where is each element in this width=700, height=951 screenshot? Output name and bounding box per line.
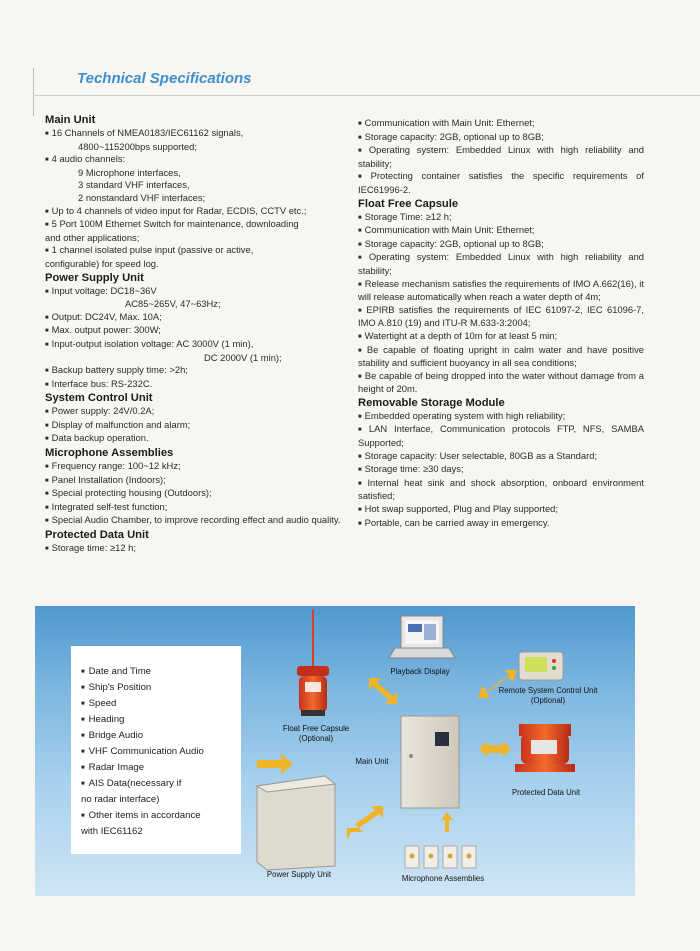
- list-item-cont: 3 standard VHF interfaces,: [78, 179, 190, 191]
- list-item-cont: 4800~115200bps supported;: [78, 140, 197, 152]
- list-item-cont: 9 Microphone interfaces,: [78, 166, 181, 178]
- input-item: ■ AIS Data(necessary if: [81, 778, 182, 789]
- microphone-assemblies-image: [405, 846, 476, 868]
- input-item: ■ Speed: [81, 698, 117, 709]
- section-heading: Float Free Capsule: [358, 197, 459, 210]
- microphone-assemblies-label: Microphone Assemblies: [401, 874, 485, 883]
- list-item: ■ 1 channel isolated pulse input (passive or active,: [45, 244, 254, 256]
- remote-control-unit-image: [519, 652, 563, 680]
- list-item: ■ Watertight at a depth of 10m for at least 5 min;: [358, 329, 558, 341]
- list-item-cont: configurable) for speed log.: [45, 257, 159, 269]
- input-item: ■ Other items in accordance: [81, 810, 201, 821]
- protected-data-unit-image: [515, 724, 575, 772]
- main-unit-image: [401, 716, 459, 808]
- list-item: ■ Storage capacity: 2GB, optional up to 8GB;: [358, 237, 544, 249]
- float-capsule-label: Float Free Capsule: [282, 724, 350, 733]
- arrow-main-playback: [369, 678, 397, 704]
- header-rule-vertical: [33, 68, 34, 116]
- list-item: ■ Storage time: ≥30 days;: [358, 463, 464, 475]
- list-item: ■ Backup battery supply time: >2h;: [45, 364, 188, 376]
- system-diagram: [35, 606, 635, 896]
- list-item: ■ 4 audio channels:: [45, 153, 126, 165]
- list-item: ■ Frequency range: 100~12 kHz;: [45, 460, 181, 472]
- list-item: ■ Storage capacity: User selectable, 80GB as a Standard;: [358, 449, 598, 461]
- header-rule: [33, 95, 700, 96]
- list-item: ■ Communication with Main Unit: Ethernet;: [358, 117, 535, 128]
- remote-control-label: Remote System Control Unit: [498, 686, 598, 695]
- input-item: ■ Radar Image: [81, 762, 145, 773]
- input-item: ■ Heading: [81, 714, 125, 725]
- list-item: ■ Max. output power: 300W;: [45, 324, 161, 336]
- list-item: ■ Power supply: 24V/0.2A;: [45, 405, 155, 417]
- list-item: ■ Storage Time: ≥12 h;: [358, 210, 452, 222]
- arrow-main-protected: [479, 741, 511, 757]
- list-item: ■ Portable, can be carried away in emergency.: [358, 516, 550, 528]
- section-heading: Power Supply Unit: [45, 271, 144, 284]
- input-item: ■ Bridge Audio: [81, 730, 144, 741]
- section-heading: Main Unit: [45, 114, 96, 126]
- section-heading: System Control Unit: [45, 392, 153, 405]
- list-item-cont: and other applications;: [45, 231, 140, 243]
- list-item: ■ Release mechanism satisfies the requirements of IMO A.662(16), it will release automatically when reach a water depth of 4m;: [358, 277, 644, 303]
- diagram-graphics: [35, 606, 635, 896]
- right-column: [358, 117, 644, 530]
- list-item-cont: DC 2000V (1 min);: [204, 351, 282, 363]
- list-item: ■ Special Audio Chamber, to improve recording effect and audio quality.: [45, 514, 341, 526]
- playback-display-label: Playback Display: [390, 667, 450, 676]
- list-item: ■ Hot swap supported, Plug and Play supported;: [358, 503, 558, 515]
- power-supply-unit-label: Power Supply Unit: [266, 870, 332, 879]
- list-item: ■ Be capable of being dropped into the water without damage from a height of 20m.: [358, 369, 644, 395]
- list-item: ■ Storage capacity: 2GB, optional up to 8GB;: [358, 130, 544, 142]
- protected-data-unit-label: Protected Data Unit: [511, 788, 581, 797]
- list-item: ■ 16 Channels of NMEA0183/IEC61162 signals,: [45, 127, 244, 138]
- list-item-cont: AC85~265V, 47~63Hz;: [125, 298, 221, 310]
- list-item: ■ Communication with Main Unit: Ethernet;: [358, 224, 535, 236]
- input-item: ■ Date and Time: [81, 666, 152, 677]
- section-heading: Protected Data Unit: [45, 529, 149, 542]
- left-column: [45, 113, 351, 556]
- list-item: ■ Embedded operating system with high reliability;: [358, 409, 566, 421]
- list-item: ■ Interface bus: RS-232C.: [45, 377, 153, 389]
- list-item: ■ Operating system: Embedded Linux with high reliability and stability;: [358, 251, 645, 276]
- list-item-cont: 2 nonstandard VHF interfaces;: [78, 191, 206, 203]
- list-item: ■ Panel Installation (Indoors);: [45, 473, 166, 485]
- arrow-main-mic: [441, 812, 453, 832]
- arrow-main-power: [347, 806, 383, 840]
- power-supply-unit-image: [257, 776, 335, 870]
- list-item: ■ Special protecting housing (Outdoors);: [45, 487, 212, 499]
- list-item: ■ Storage time: ≥12 h;: [45, 542, 136, 554]
- page-title: Technical Specifications: [77, 70, 252, 87]
- list-item: ■ Internal heat sink and shock absorption, onboard environment satisfied;: [358, 476, 645, 502]
- list-item: ■ LAN Interface, Communication protocols FTP, NFS, SAMBA Supported;: [358, 423, 644, 449]
- main-unit-label: Main Unit: [355, 757, 389, 766]
- list-item: ■ Data backup operation.: [45, 432, 149, 444]
- list-item: ■ Integrated self-test function;: [45, 500, 168, 512]
- input-arrow: [257, 754, 293, 774]
- playback-display-image: [389, 616, 455, 658]
- list-item: ■ EPIRB satisfies the requirements of IEC 61097-2, IEC 61096-7, IMO A.810 (19) and ITU-R M.633-3:2004;: [358, 303, 644, 329]
- list-item: ■ Be capable of floating upright in calm water and have positive stability and sufficient buoyancy in all sea conditions;: [358, 343, 645, 369]
- input-item-cont: no radar interface): [81, 794, 160, 805]
- list-item: ■ Input voltage: DC18~36V: [45, 284, 157, 296]
- float-free-capsule-image: [297, 610, 329, 716]
- section-heading: Removable Storage Module: [358, 396, 505, 409]
- list-item: ■ Display of malfunction and alarm;: [45, 418, 191, 430]
- input-item-cont: with IEC61162: [81, 826, 143, 837]
- float-capsule-optional-label: (Optional): [298, 734, 334, 743]
- list-item: ■ 5 Port 100M Ethernet Switch for maintenance, downloading: [45, 218, 299, 230]
- section-heading: Microphone Assemblies: [45, 447, 174, 460]
- input-item: ■ Ship's Position: [81, 682, 152, 693]
- input-item: ■ VHF Communication Audio: [81, 746, 204, 757]
- list-item: ■ Protecting container satisfies the specific requirements of IEC61996-2.: [358, 170, 644, 195]
- remote-control-optional-label: (Optional): [530, 696, 566, 705]
- list-item: ■ Operating system: Embedded Linux with high reliability and stability;: [358, 144, 645, 169]
- list-item: ■ Up to 4 channels of video input for Radar, ECDIS, CCTV etc.;: [45, 204, 307, 216]
- list-item: ■ Output: DC24V, Max. 10A;: [45, 310, 162, 322]
- list-item: ■ Input-output isolation voltage: AC 3000V (1 min),: [45, 337, 254, 349]
